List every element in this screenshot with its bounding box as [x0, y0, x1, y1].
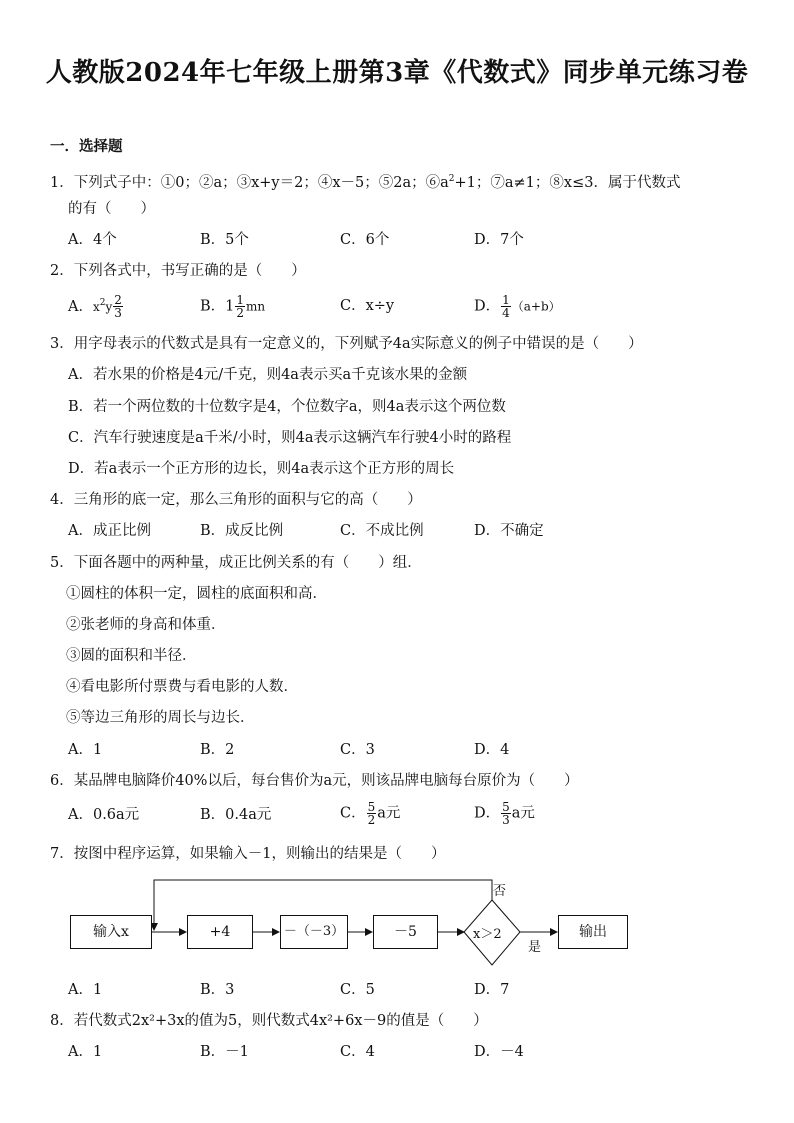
- q6-option-c-tail: a元: [377, 805, 401, 822]
- q1-option-a[interactable]: A．4个: [68, 232, 117, 248]
- fraction-denominator: 3: [114, 306, 122, 321]
- question-1-superscript: 2: [448, 174, 455, 184]
- q6-option-d-tail: a元: [511, 805, 535, 822]
- q2-option-a-fraction: [113, 294, 123, 319]
- question-1-stem-line2: 的有（ ）: [68, 201, 155, 217]
- q6-option-c-label: C．: [340, 805, 366, 822]
- q4-option-b[interactable]: B．成反比例: [200, 523, 284, 539]
- flow-box-sub5: －5: [373, 915, 438, 949]
- fraction-numerator: 1: [236, 293, 245, 307]
- question-7-stem: 7．按图中程序运算，如果输入－1，则输出的结果是（ ）: [50, 846, 446, 862]
- q4-option-a[interactable]: A．成正比例: [68, 523, 151, 539]
- question-4-stem: 4．三角形的底一定，那么三角形的面积与它的高（ ）: [50, 492, 422, 508]
- q2-option-b-label: B．: [200, 298, 226, 315]
- q2-option-a-label: A．: [68, 298, 93, 315]
- question-2-stem: 2．下列各式中，书写正确的是（ ）: [50, 263, 306, 279]
- question-3-stem: 3．用字母表示的代数式是具有一定意义的，下列赋予4a实际意义的例子中错误的是（ ）: [50, 336, 643, 352]
- q2-option-a-sup: 2: [99, 298, 106, 308]
- no-label: 否: [493, 884, 507, 899]
- flow-box-sub-neg3: －（－3）: [280, 915, 348, 949]
- q5-item-3: ③圆的面积和半径．: [66, 648, 197, 664]
- q4-option-c[interactable]: C．不成比例: [340, 523, 424, 539]
- question-1-stem-a: 1．下列式子中：①0；②a；③x+y＝2；④x－5；⑤2a；⑥a: [50, 174, 449, 191]
- q1-option-c[interactable]: C．6个: [340, 232, 390, 248]
- question-8-stem: 8．若代数式2x²+3x的值为5，则代数式4x²+6x－9的值是（ ）: [50, 1013, 488, 1029]
- q2-option-a-y: y: [105, 299, 113, 314]
- fraction-numerator: 5: [502, 800, 510, 814]
- q6-option-d[interactable]: [474, 801, 535, 826]
- fraction-numerator: 2: [114, 293, 122, 308]
- q2-option-a[interactable]: [68, 294, 124, 319]
- q8-option-a[interactable]: A．1: [68, 1044, 103, 1060]
- q2-option-b-fraction: [235, 294, 245, 319]
- q1-option-d[interactable]: D．7个: [474, 232, 524, 248]
- fraction-numerator: 1: [502, 293, 510, 307]
- fraction-denominator: 4: [502, 306, 510, 320]
- q5-option-a[interactable]: A．1: [68, 742, 103, 758]
- q5-item-5: ⑤等边三角形的周长与边长．: [66, 710, 255, 726]
- q5-option-d[interactable]: D．4: [474, 742, 510, 758]
- yes-label: 是: [528, 940, 542, 955]
- q2-option-d[interactable]: [474, 294, 561, 319]
- q8-option-c[interactable]: C．4: [340, 1044, 375, 1060]
- q6-option-a[interactable]: A．0.6a元: [68, 807, 140, 823]
- section-heading: 一．选择题: [50, 138, 123, 155]
- q2-option-d-fraction: [501, 294, 511, 319]
- q2-option-b[interactable]: [200, 294, 265, 319]
- q6-option-c-fraction: [367, 801, 377, 826]
- q2-option-a-x: x: [92, 299, 100, 314]
- flow-box-output: 输出: [558, 915, 628, 949]
- q2-option-b-whole: 1: [225, 298, 235, 315]
- q6-option-c[interactable]: [340, 801, 400, 826]
- program-flowchart: [68, 872, 668, 972]
- q3-option-b[interactable]: B．若一个两位数的十位数字是4，个位数字a，则4a表示这个两位数: [68, 399, 506, 415]
- q1-option-b[interactable]: B．5个: [200, 232, 249, 248]
- q3-option-c[interactable]: C．汽车行驶速度是a千米/小时，则4a表示这辆汽车行驶4小时的路程: [68, 430, 512, 446]
- page-title: 人教版2024年七年级上册第3章《代数式》同步单元练习卷: [45, 58, 749, 88]
- q3-option-a[interactable]: A．若水果的价格是4元/千克，则4a表示买a千克该水果的金额: [68, 367, 468, 383]
- q6-option-d-fraction: [501, 801, 511, 826]
- q3-option-d[interactable]: D．若a表示一个正方形的边长，则4a表示这个正方形的周长: [68, 461, 455, 477]
- q7-option-a[interactable]: A．1: [68, 982, 103, 998]
- q5-item-4: ④看电影所付票费与看电影的人数．: [66, 679, 298, 695]
- q8-option-d[interactable]: D．－4: [474, 1044, 524, 1060]
- q6-option-d-label: D．: [474, 805, 501, 822]
- flow-box-input: 输入x: [70, 915, 152, 949]
- question-6-stem: 6．某品牌电脑降价40%以后，每台售价为a元，则该品牌电脑每台原价为（ ）: [50, 773, 579, 789]
- flow-box-add4: +4: [187, 915, 253, 949]
- q7-option-c[interactable]: C．5: [340, 982, 375, 998]
- decision-condition: x＞2: [473, 927, 502, 942]
- q2-option-d-tail: （a+b）: [511, 299, 561, 314]
- q4-option-d[interactable]: D．不确定: [474, 523, 544, 539]
- q5-item-1: ①圆柱的体积一定，圆柱的底面积和高．: [66, 586, 327, 602]
- question-1-stem: [50, 170, 680, 192]
- fraction-numerator: 5: [367, 800, 376, 814]
- fraction-denominator: 3: [502, 813, 510, 827]
- q7-option-b[interactable]: B．3: [200, 982, 235, 998]
- q6-option-b[interactable]: B．0.4a元: [200, 807, 272, 823]
- fraction-denominator: 2: [236, 306, 245, 320]
- q5-option-b[interactable]: B．2: [200, 742, 235, 758]
- q2-option-b-tail: mn: [246, 299, 266, 314]
- q8-option-b[interactable]: B．－1: [200, 1044, 249, 1060]
- q5-option-c[interactable]: C．3: [340, 742, 375, 758]
- q2-option-c[interactable]: C．x÷y: [340, 298, 395, 314]
- fraction-denominator: 2: [367, 813, 376, 827]
- q2-option-d-label: D．: [474, 298, 501, 315]
- question-5-stem: 5．下面各题中的两种量，成正比例关系的有（ ）组．: [50, 555, 422, 571]
- question-1-stem-b: +1；⑦a≠1；⑧x≤3．属于代数式: [454, 174, 681, 191]
- q5-item-2: ②张老师的身高和体重．: [66, 617, 226, 633]
- q7-option-d[interactable]: D．7: [474, 982, 510, 998]
